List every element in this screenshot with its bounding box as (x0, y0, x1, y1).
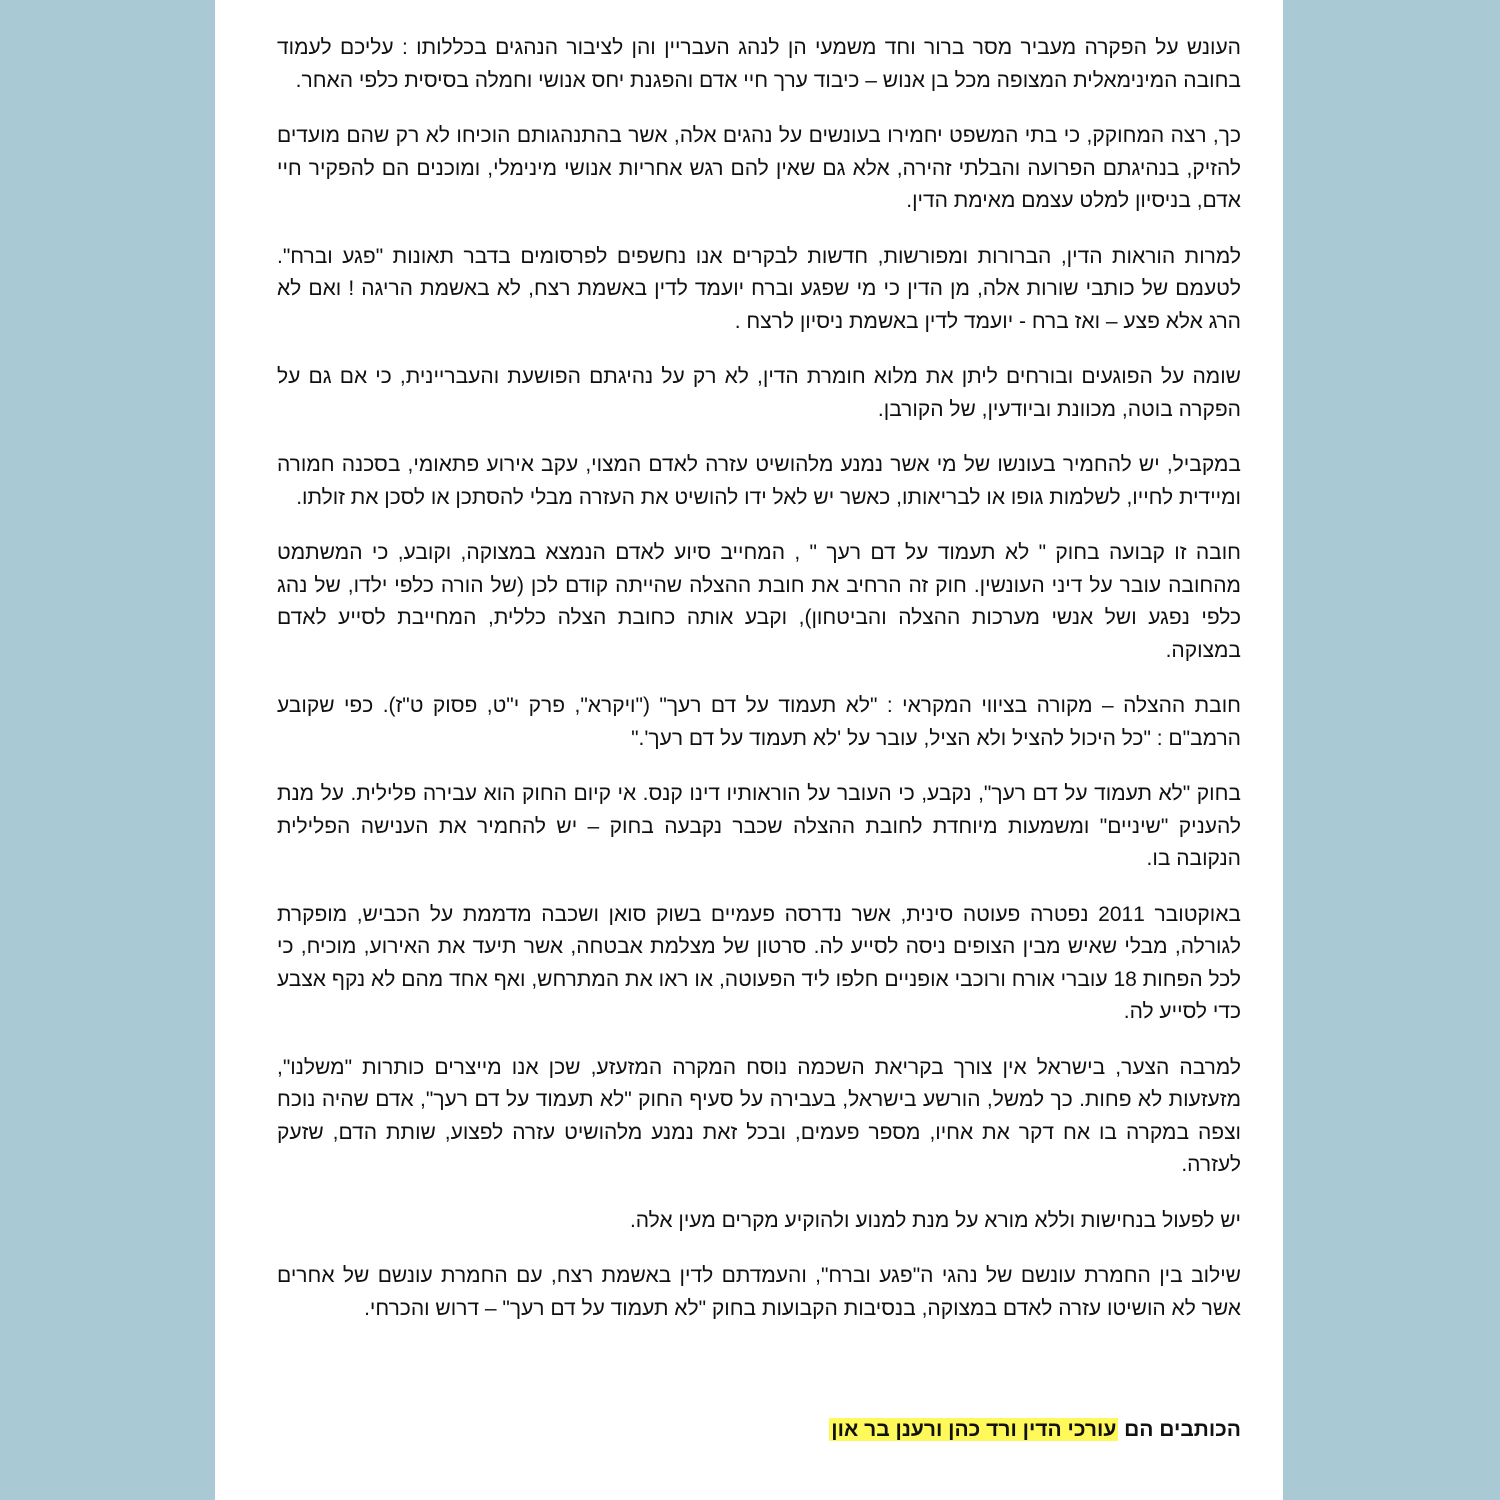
authors-line (829, 1414, 1241, 1446)
paragraph-9: באוקטובר 2011 נפטרה פעוטה סינית, אשר נדרסה פעמיים בשוק סואן ושכבה מדממת על הכביש, מופקרת לגורלה, מבלי שאיש מבין הצופים ניסה לסייע לה. סרטון של מצלמת אבטחה, אשר תיעד את האירוע, מוכיח, כי לכל הפחות 18 עוברי אורח ורוכבי אופניים חלפו ליד הפעוטה, או ראו את המתרחש, ואף אחד מהם לא נקף אצבע כדי לסייע לה. (277, 902, 1241, 1023)
paragraph-12: שילוב בין החמרת עונשם של נהגי ה"פגע וברח", והעמדתם לדין באשמת רצח, עם החמרת עונשם של אחרים אשר לא הושיטו עזרה לאדם במצוקה, בנסיבות הקבועות בחוק "לא תעמוד על דם רעך" – דרוש והכרחי. (277, 1264, 1241, 1320)
paragraph-2: כך, רצה המחוקק, כי בתי המשפט יחמירו בעונשים על נהגים אלה, אשר בהתנהגותם הוכיחו לא רק שהם מועדים להזיק, בנהיגתם הפרועה והבלתי זהירה, אלא גם שאין להם רגש אחריות אנושי מינימלי, ומוכנים הם להפקיר חיי אדם, בניסיון למלט עצמם מאימת הדין. (277, 124, 1241, 212)
paragraph-7: חובת ההצלה – מקורה בציווי המקראי : "לא תעמוד על דם רעך" ("ויקרא", פרק י"ט, פסוק ט"ז). כפי שקובע הרמב"ם : "כל היכול להציל ולא הציל, עובר על 'לא תעמוד על דם רעך'." (277, 694, 1241, 750)
authors-names-highlighted: עורכי הדין ורד כהן ורענן בר און (831, 1418, 1117, 1441)
paragraph-4: שומה על הפוגעים ובורחים ליתן את מלוא חומרת הדין, לא רק על נהיגתם הפושעת והעבריינית, כי אם גם על הפקרה בוטה, מכוונת וביודעין, של הקורבן. (277, 365, 1241, 421)
paragraph-10: למרבה הצער, בישראל אין צורך בקריאת השכמה נוסח המקרה המזעזע, שכן אנו מייצרים כותרות "משלנו", מזעזעות לא פחות. כך למשל, הורשע בישראל, בעבירה על סעיף החוק "לא תעמוד על דם רעך", אדם שהיה נוכח וצפה במקרה בו אח דקר את אחיו, מספר פעמים, ובכל זאת נמנע מלהושיט עזרה לפצוע, שותת הדם, שזעק לעזרה. (277, 1055, 1241, 1176)
paragraph-6: חובה זו קבועה בחוק " לא תעמוד על דם רעך " , המחייב סיוע לאדם הנמצא במצוקה, וקובע, כי המשתמט מהחובה עובר על דיני העונשין. חוק זה הרחיב את חובת ההצלה שהייתה קודם לכן (של הורה כלפי ילדו, של נהג כלפי נפגע ושל אנשי מערכות ההצלה והביטחון), וקבע אותה כחובת הצלה כללית, המחייבת לסייע לאדם במצוקה. (277, 541, 1241, 662)
paragraph-11: יש לפעול בנחישות וללא מורא על מנת למנוע ולהוקיע מקרים מעין אלה. (629, 1208, 1241, 1232)
paragraph-5: במקביל, יש להחמיר בעונשו של מי אשר נמנע מלהושיט עזרה לאדם המצוי, עקב אירוע פתאומי, בסכנה חמורה ומיידית לחייו, לשלמות גופו או לבריאותו, כאשר יש לאל ידו להושיט את העזרה מבלי להסתכן או לסכן את זולתו. (277, 453, 1241, 509)
paragraph-1: העונש על הפקרה מעביר מסר ברור וחד משמעי הן לנהג העבריין והן לציבור הנהגים בכללותו : עליכם לעמוד בחובה המינימאלית המצופה מכל בן אנוש – כיבוד ערך חיי אדם והפגנת יחס אנושי וחמלה בסיסית כלפי האחר. (277, 36, 1241, 92)
authors-prefix: הכותבים הם (1124, 1418, 1241, 1441)
paragraph-3: למרות הוראות הדין, הברורות ומפורשות, חדשות לבקרים אנו נחשפים לפרסומים בדבר תאונות "פגע וברח". לטעמם של כותבי שורות אלה, מן הדין כי מי שפגע וברח יועמד לדין באשמת רצח, לא באשמת הריגה ! ואם לא הרג אלא פצע – ואז ברח - יועמד לדין באשמת ניסיון לרצח . (277, 244, 1241, 333)
paragraph-8: בחוק "לא תעמוד על דם רעך", נקבע, כי העובר על הוראותיו דינו קנס. אי קיום החוק הוא עבירה פלילית. על מנת להעניק "שיניים" ומשמעות מיוחדת לחובת ההצלה שכבר נקבעה בחוק – יש להחמיר את הענישה הפלילית הנקובה בו. (277, 782, 1241, 870)
document-page (215, 0, 1283, 1500)
